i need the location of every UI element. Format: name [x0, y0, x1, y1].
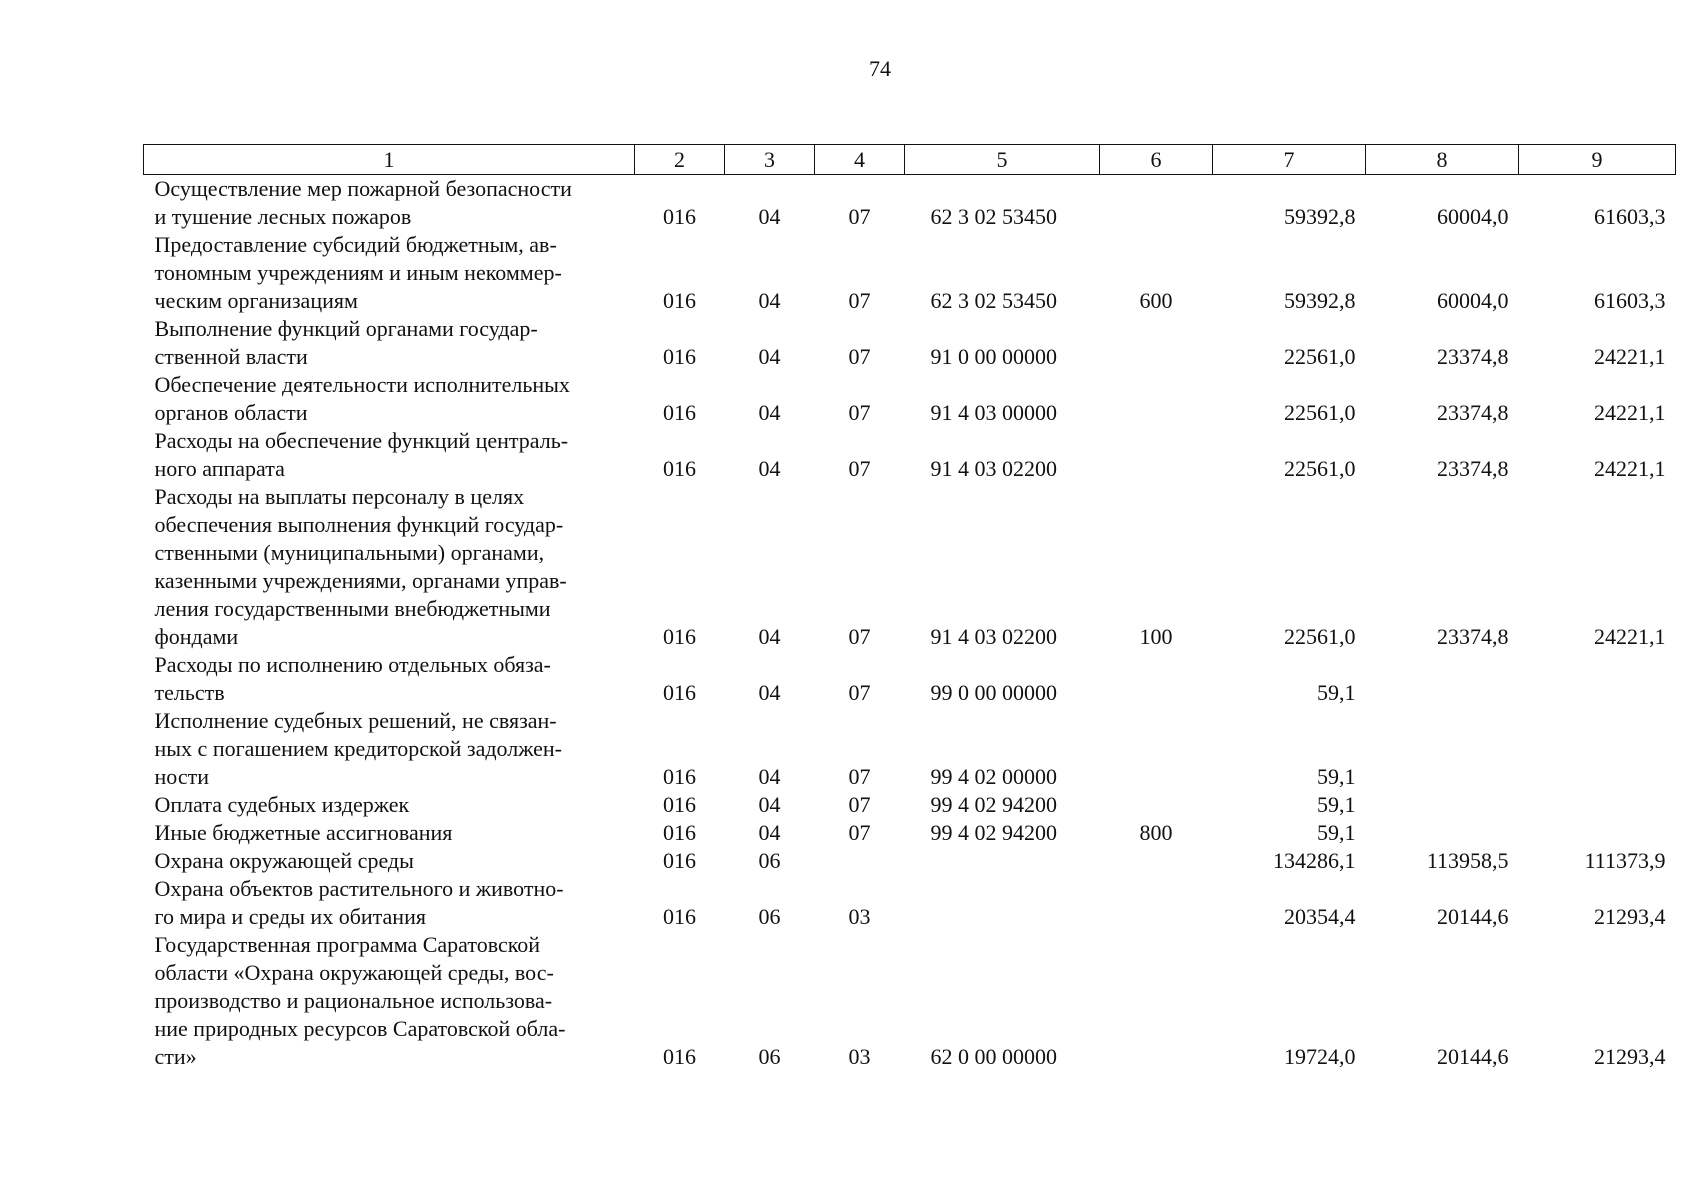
description-line: Расходы на выплаты персоналу в целях: [154, 484, 525, 509]
table-row: [144, 847, 1676, 875]
expense-type-cell: [1100, 427, 1213, 483]
amount-col-7-cell: 59,1: [1317, 820, 1356, 845]
description-line: казенными учреждениями, органами управ-: [154, 568, 567, 593]
code-2-cell: 016: [663, 792, 696, 817]
description-line: ние природных ресурсов Саратовской обла-: [154, 1016, 566, 1041]
expense-type-cell: [1100, 371, 1213, 427]
amount-col-8-cell: 113958,5: [1426, 848, 1509, 873]
code-3-cell: 04: [758, 624, 781, 649]
description-cell: [144, 651, 635, 707]
description-line: Исполнение судебных решений, не связан-: [154, 708, 557, 733]
description-line: Государственная программа Саратовской: [154, 932, 541, 957]
expense-type-cell: [1100, 875, 1213, 931]
amount-col-7-cell: 22561,0: [1284, 624, 1356, 649]
code-4-cell: 07: [848, 792, 871, 817]
budget-table: [143, 144, 1676, 1071]
amount-col-9-cell: 24221,1: [1594, 344, 1666, 369]
code-4-cell: 03: [848, 1044, 871, 1069]
code-3-cell: 06: [758, 848, 781, 873]
target-code-cell: [905, 875, 1100, 931]
expense-type-cell: [1100, 315, 1213, 371]
code-4-cell: 07: [848, 764, 871, 789]
description-line: тельств: [154, 680, 225, 705]
description-line: Оплата судебных издержек: [154, 792, 410, 817]
target-code-cell: 91 4 03 00000: [930, 400, 1057, 425]
amount-col-7-cell: 59,1: [1317, 764, 1356, 789]
description-cell: [144, 819, 635, 847]
expense-type-cell: [1100, 847, 1213, 875]
expense-type-cell: [1100, 175, 1213, 232]
expense-type-cell: 100: [1139, 624, 1173, 649]
description-line: Охрана окружающей среды: [154, 848, 414, 873]
description-line: ческим организациям: [154, 288, 358, 313]
amount-col-9-cell: 111373,9: [1584, 848, 1666, 873]
description-line: Выполнение функций органами государ-: [154, 316, 538, 341]
header-col-2: 2: [635, 145, 725, 175]
table-row: [144, 791, 1676, 819]
table-row: [144, 931, 1676, 1071]
amount-col-8-cell: 23374,8: [1437, 344, 1509, 369]
code-2-cell: 016: [663, 456, 696, 481]
amount-col-8-cell: [1366, 791, 1519, 819]
amount-col-9-cell: [1519, 819, 1676, 847]
description-cell: [144, 483, 635, 651]
description-cell: [144, 371, 635, 427]
description-line: ственной власти: [154, 344, 308, 369]
amount-col-7-cell: 59392,8: [1284, 288, 1356, 313]
amount-col-7-cell: 59,1: [1317, 792, 1356, 817]
code-2-cell: 016: [663, 1044, 696, 1069]
description-line: Охрана объектов растительного и животно-: [154, 876, 564, 901]
table-row: [144, 651, 1676, 707]
description-cell: [144, 427, 635, 483]
amount-col-7-cell: 22561,0: [1284, 400, 1356, 425]
description-line: тономным учреждениям и иным некоммер-: [154, 260, 562, 285]
table-row: [144, 315, 1676, 371]
amount-col-7-cell: 20354,4: [1284, 904, 1356, 929]
amount-col-8-cell: [1366, 707, 1519, 791]
code-3-cell: 06: [758, 1044, 781, 1069]
description-line: области «Охрана окружающей среды, вос-: [154, 960, 554, 985]
code-3-cell: 04: [758, 792, 781, 817]
header-col-6: 6: [1100, 145, 1213, 175]
description-line: Расходы на обеспечение функций централь-: [154, 428, 569, 453]
description-cell: [144, 931, 635, 1071]
target-code-cell: 62 0 00 00000: [930, 1044, 1057, 1069]
description-line: ления государственными внебюджетными: [154, 596, 551, 621]
amount-col-8-cell: 60004,0: [1437, 288, 1509, 313]
code-3-cell: 04: [758, 288, 781, 313]
target-code-cell: 91 4 03 02200: [930, 624, 1057, 649]
description-cell: [144, 791, 635, 819]
code-4-cell: 07: [848, 400, 871, 425]
code-3-cell: 04: [758, 764, 781, 789]
table-row: [144, 819, 1676, 847]
code-4-cell: 07: [848, 820, 871, 845]
expense-type-cell: 600: [1139, 288, 1173, 313]
code-4-cell: 07: [848, 344, 871, 369]
table-row: [144, 483, 1676, 651]
amount-col-9-cell: [1519, 791, 1676, 819]
description-line: органов области: [154, 400, 308, 425]
amount-col-9-cell: 21293,4: [1594, 1044, 1666, 1069]
header-col-8: 8: [1366, 145, 1519, 175]
amount-col-8-cell: 20144,6: [1437, 1044, 1509, 1069]
target-code-cell: 99 4 02 94200: [930, 820, 1057, 845]
description-line: Иные бюджетные ассигнования: [154, 820, 453, 845]
table-row: [144, 175, 1676, 232]
header-col-3: 3: [725, 145, 815, 175]
description-cell: [144, 875, 635, 931]
header-row: [144, 145, 1676, 175]
table-body: [144, 175, 1676, 1072]
description-cell: [144, 847, 635, 875]
description-line: сти»: [154, 1044, 197, 1069]
description-line: Осуществление мер пожарной безопасности: [154, 176, 572, 201]
code-2-cell: 016: [663, 904, 696, 929]
description-line: го мира и среды их обитания: [154, 904, 426, 929]
description-cell: [144, 231, 635, 315]
code-2-cell: 016: [663, 764, 696, 789]
description-line: и тушение лесных пожаров: [154, 204, 412, 229]
amount-col-9-cell: 24221,1: [1594, 456, 1666, 481]
header-col-4: 4: [815, 145, 905, 175]
table-row: [144, 875, 1676, 931]
code-2-cell: 016: [663, 400, 696, 425]
code-2-cell: 016: [663, 344, 696, 369]
code-4-cell: 07: [848, 288, 871, 313]
amount-col-9-cell: 61603,3: [1594, 288, 1666, 313]
amount-col-8-cell: 23374,8: [1437, 624, 1509, 649]
description-cell: [144, 315, 635, 371]
amount-col-8-cell: 23374,8: [1437, 400, 1509, 425]
code-3-cell: 04: [758, 820, 781, 845]
target-code-cell: 62 3 02 53450: [930, 288, 1057, 313]
amount-col-9-cell: [1519, 651, 1676, 707]
table-row: [144, 371, 1676, 427]
amount-col-9-cell: [1519, 707, 1676, 791]
code-2-cell: 016: [663, 680, 696, 705]
description-line: фондами: [154, 624, 239, 649]
target-code-cell: 91 0 00 00000: [930, 344, 1057, 369]
header-col-9: 9: [1519, 145, 1676, 175]
table-row: [144, 231, 1676, 315]
code-3-cell: 06: [758, 904, 781, 929]
target-code-cell: 99 4 02 94200: [930, 792, 1057, 817]
code-2-cell: 016: [663, 820, 696, 845]
code-3-cell: 04: [758, 400, 781, 425]
code-4-cell: 07: [848, 456, 871, 481]
table-row: [144, 707, 1676, 791]
expense-type-cell: 800: [1139, 820, 1173, 845]
description-cell: [144, 707, 635, 791]
code-3-cell: 04: [758, 344, 781, 369]
description-line: ного аппарата: [154, 456, 285, 481]
amount-col-8-cell: 60004,0: [1437, 204, 1509, 229]
code-4-cell: 07: [848, 204, 871, 229]
amount-col-7-cell: 59392,8: [1284, 204, 1356, 229]
code-4-cell: 03: [848, 904, 871, 929]
amount-col-7-cell: 134286,1: [1273, 848, 1356, 873]
code-4-cell: 07: [848, 680, 871, 705]
amount-col-9-cell: 24221,1: [1594, 400, 1666, 425]
description-cell: [144, 175, 635, 232]
amount-col-7-cell: 22561,0: [1284, 456, 1356, 481]
code-2-cell: 016: [663, 204, 696, 229]
amount-col-8-cell: [1366, 819, 1519, 847]
description-line: ных с погашением кредиторской задолжен-: [154, 736, 562, 761]
code-4-cell: 07: [848, 624, 871, 649]
target-code-cell: 99 4 02 00000: [930, 764, 1057, 789]
amount-col-7-cell: 19724,0: [1284, 1044, 1356, 1069]
code-2-cell: 016: [663, 288, 696, 313]
amount-col-9-cell: 24221,1: [1594, 624, 1666, 649]
expense-type-cell: [1100, 707, 1213, 791]
target-code-cell: [905, 847, 1100, 875]
amount-col-7-cell: 22561,0: [1284, 344, 1356, 369]
code-3-cell: 04: [758, 204, 781, 229]
header-col-5: 5: [905, 145, 1100, 175]
amount-col-8-cell: 20144,6: [1437, 904, 1509, 929]
header-col-1: 1: [144, 145, 635, 175]
expense-type-cell: [1100, 791, 1213, 819]
description-line: Обеспечение деятельности исполнительных: [154, 372, 570, 397]
table-row: [144, 427, 1676, 483]
description-line: производство и рациональное использова-: [154, 988, 553, 1013]
expense-type-cell: [1100, 931, 1213, 1071]
description-line: обеспечения выполнения функций государ-: [154, 512, 564, 537]
code-2-cell: 016: [663, 848, 696, 873]
code-3-cell: 04: [758, 456, 781, 481]
target-code-cell: 91 4 03 02200: [930, 456, 1057, 481]
target-code-cell: 99 0 00 00000: [930, 680, 1057, 705]
description-line: Предоставление субсидий бюджетным, ав-: [154, 232, 557, 257]
amount-col-8-cell: [1366, 651, 1519, 707]
description-line: Расходы по исполнению отдельных обяза-: [154, 652, 551, 677]
expense-type-cell: [1100, 651, 1213, 707]
amount-col-7-cell: 59,1: [1317, 680, 1356, 705]
target-code-cell: 62 3 02 53450: [930, 204, 1057, 229]
amount-col-8-cell: 23374,8: [1437, 456, 1509, 481]
description-line: ности: [154, 764, 209, 789]
code-2-cell: 016: [663, 624, 696, 649]
page-number: 74: [869, 56, 891, 81]
amount-col-9-cell: 61603,3: [1594, 204, 1666, 229]
header-col-7: 7: [1213, 145, 1366, 175]
amount-col-9-cell: 21293,4: [1594, 904, 1666, 929]
code-3-cell: 04: [758, 680, 781, 705]
description-line: ственными (муниципальными) органами,: [154, 540, 545, 565]
code-4-cell: [815, 847, 905, 875]
